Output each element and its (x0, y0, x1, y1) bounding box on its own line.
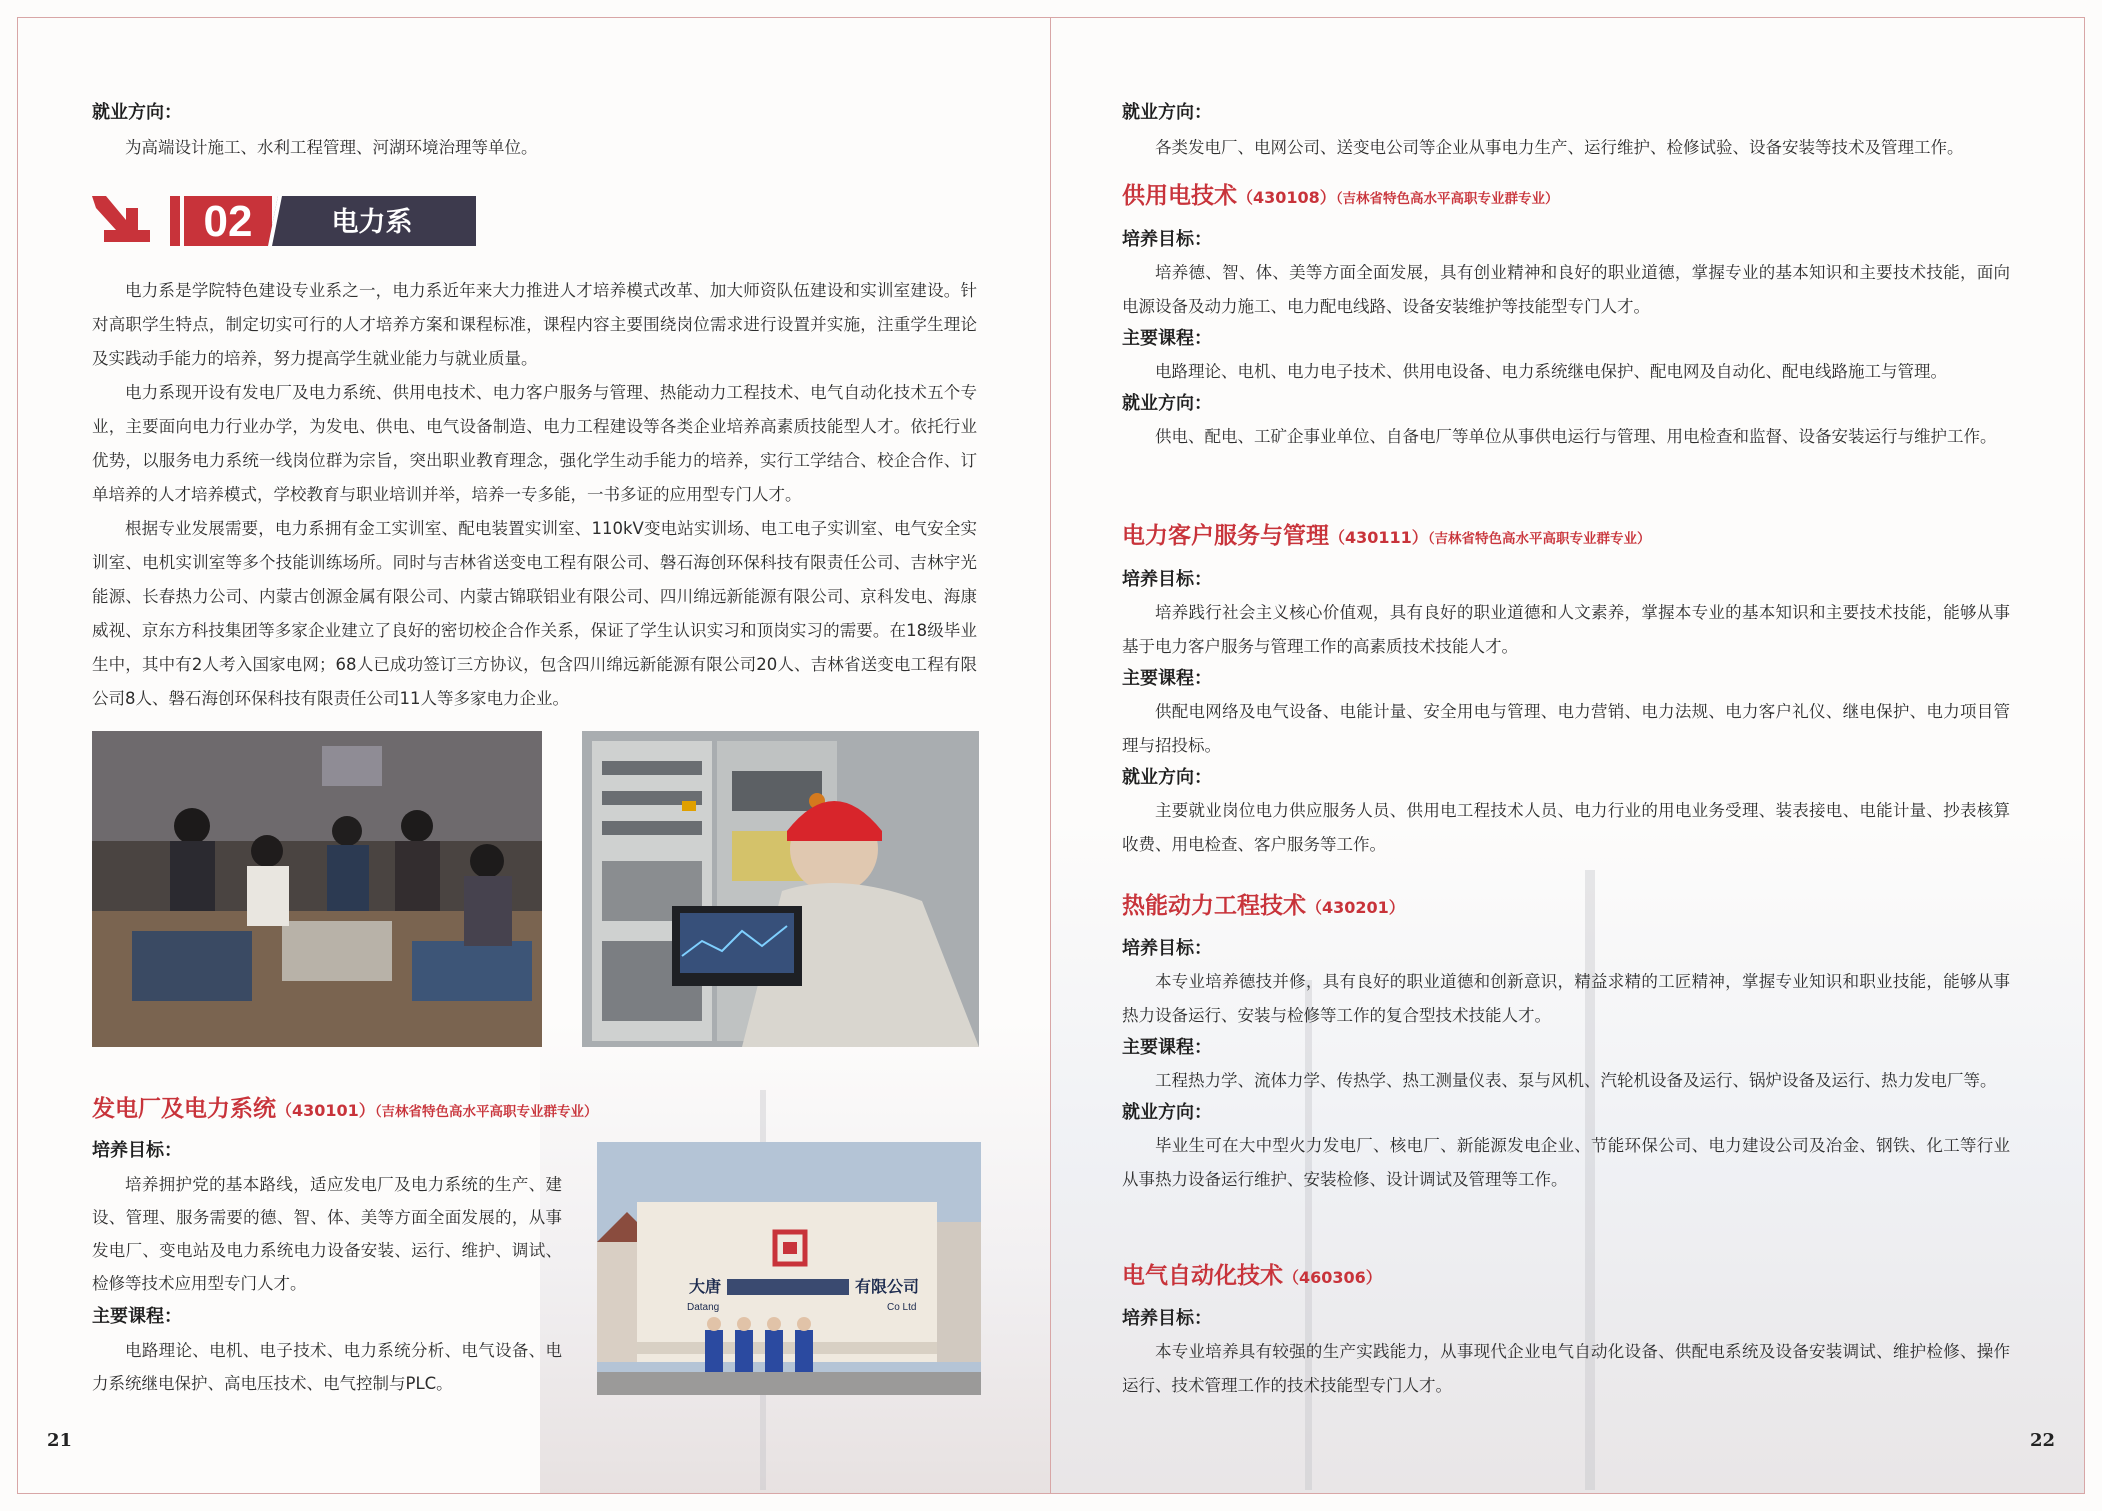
program-name: 发电厂及电力系统 (92, 1096, 276, 1122)
page-number-right: 22 (2030, 1430, 2056, 1451)
section-number: 02 (203, 197, 253, 246)
goal-text: 本专业培养具有较强的生产实践能力，从事现代企业电气自动化设备、供配电系统及设备安装调试、维护检修、操作运行、技术管理工作的技术技能型专门人才。 (1122, 1342, 2010, 1395)
program-name: 热能动力工程技术 (1122, 893, 1306, 919)
sign-text-en-1: Datang (687, 1302, 720, 1313)
paragraph-1: 电力系是学院特色建设专业系之一，电力系近年来大力推进人才培养模式改革、加大师资队伍建设和实训室建设。针对高职学生特点，制定切实可行的人才培养方案和课程标准，课程内容主要围绕岗位需求进行设置并实施，注重学生理论及实践动手能力的培养，努力提高学生就业能力与就业质量。 (92, 281, 977, 368)
program-note: （吉林省特色高水平高职专业群专业） (374, 1104, 598, 1120)
left-body (92, 274, 977, 716)
photo-company-sign (597, 1142, 981, 1395)
program-heading (1122, 180, 2010, 215)
program-heading (1122, 1260, 2010, 1294)
course-label: 主要课程： (92, 1306, 182, 1327)
employment-text: 毕业生可在大中型火力发电厂、核电厂、新能源发电企业、节能环保公司、电力建设公司及冶金、钢铁、化工等行业从事热力设备运行维护、安装检修、设计调试及管理等工作。 (1122, 1136, 2010, 1189)
goal-label: 培养目标： (1122, 569, 1212, 590)
employment-text: 为高端设计施工、水利工程管理、河湖环境治理等单位。 (125, 138, 538, 157)
program-name: 电气自动化技术 (1122, 1263, 1283, 1289)
program-code: （430108） (1237, 188, 1336, 207)
left-program (92, 1093, 982, 1128)
page-number-left: 21 (47, 1430, 73, 1451)
program-note: （吉林省特色高水平高职专业群专业） (1335, 191, 1559, 207)
photo-technician-panel (582, 731, 979, 1047)
program-heading (1122, 520, 2010, 555)
program-customer-service (1122, 520, 2010, 862)
goal-text: 培养践行社会主义核心价值观，具有良好的职业道德和人文素养，掌握本专业的基本知识和主要技术技能，能够从事基于电力客户服务与管理工作的高素质技术技能人才。 (1122, 603, 2010, 656)
course-label: 主要课程： (1122, 328, 1212, 349)
goal-label: 培养目标： (1122, 938, 1212, 959)
paragraph-2: 电力系现开设有发电厂及电力系统、供用电技术、电力客户服务与管理、热能动力工程技术、电气自动化技术五个专业，主要面向电力行业办学，为发电、供电、电气设备制造、电力工程建设等各类企业培养高素质技能型人才。依托行业优势，以服务电力系统一线岗位群为宗旨，突出职业教育理念，强化学生动手能力的培养，实行工学结合、校企合作、订单培养的人才培养模式，学校教育与职业培训并举，培养一专多能，一书多证的应用型专门人才。 (92, 383, 977, 504)
employment-label: 就业方向： (1122, 1102, 1212, 1123)
program-power-supply (1122, 180, 2010, 454)
left-program-body (92, 1138, 562, 1400)
program-note: （吉林省特色高水平高职专业群专业） (1427, 531, 1651, 547)
program-name: 供用电技术 (1122, 183, 1237, 209)
program-code: （460306） (1283, 1268, 1382, 1287)
employment-label: 就业方向： (1122, 767, 1212, 788)
goal-text: 本专业培养德技并修，具有良好的职业道德和创新意识，精益求精的工匠精神，掌握专业知识和职业技能，能够从事热力设备运行、安装与检修等工作的复合型技术技能人才。 (1122, 972, 2010, 1025)
program-heading (92, 1093, 982, 1128)
sign-text-en-2: Co Ltd (887, 1302, 917, 1313)
program-name: 电力客户服务与管理 (1122, 523, 1329, 549)
section-banner (92, 196, 476, 246)
arrow-icon (92, 196, 138, 242)
course-text: 工程热力学、流体力学、传热学、热工测量仪表、泵与风机、汽轮机设备及运行、锅炉设备及运行、热力发电厂等。 (1155, 1071, 1997, 1090)
employment-label: 就业方向： (1122, 393, 1212, 414)
right-intro (1122, 100, 2012, 165)
course-label: 主要课程： (1122, 668, 1212, 689)
goal-text: 培养德、智、体、美等方面全面发展，具有创业精神和良好的职业道德，掌握专业的基本知识和主要技术技能，面向电源设备及动力施工、电力配电线路、设备安装维护等技能型专门人才。 (1122, 263, 2010, 316)
program-electrical-automation (1122, 1260, 2010, 1403)
goal-text: 培养拥护党的基本路线，适应发电厂及电力系统的生产、建设、管理、服务需要的德、智、体、美等方面全面发展的，从事发电厂、变电站及电力系统电力设备安装、运行、维护、调试、检修等技术应用型专门人才。 (92, 1175, 562, 1293)
goal-label: 培养目标： (1122, 229, 1212, 250)
program-code: （430111） (1329, 528, 1428, 547)
program-code: （430101） (276, 1101, 375, 1120)
paragraph-3: 根据专业发展需要，电力系拥有金工实训室、配电装置实训室、110kV变电站实训场、电工电子实训室、电气安全实训室、电机实训室等多个技能训练场所。同时与吉林省送变电工程有限公司、磐石海创环保科技有限责任公司、吉林宇光能源、长春热力公司、内蒙古创源金属有限公司、内蒙古锦联铝业有限公司、四川绵远新能源有限公司、京科发电、海康威视、京东方科技集团等多家企业建立了良好的密切校企合作关系，保证了学生认识实习和顶岗实习的需要。在18级毕业生中，其中有2人考入国家电网；68人已成功签订三方协议，包含四川绵远新能源有限公司20人、吉林省送变电工程有限公司8人、磐石海创环保科技有限责任公司11人等多家电力企业。 (92, 519, 977, 708)
left-intro (92, 100, 982, 165)
course-text: 供配电网络及电气设备、电能计量、安全用电与管理、电力营销、电力法规、电力客户礼仪、继电保护、电力项目管理与招投标。 (1122, 702, 2010, 755)
program-thermal-power (1122, 890, 2010, 1197)
employment-text: 主要就业岗位电力供应服务人员、供用电工程技术人员、电力行业的用电业务受理、装表接电、电能计量、抄表核算收费、用电检查、客户服务等工作。 (1122, 801, 2010, 854)
sign-text-cn-1: 大唐 (689, 1277, 722, 1296)
course-text: 电路理论、电机、电力电子技术、供用电设备、电力系统继电保护、配电网及自动化、配电线路施工与管理。 (1155, 362, 1947, 381)
photo-students-lab (92, 731, 542, 1047)
section-title: 电力系 (331, 207, 413, 238)
employment-text: 供电、配电、工矿企事业单位、自备电厂等单位从事供电运行与管理、用电检查和监督、设备安装运行与维护工作。 (1155, 427, 1997, 446)
employment-label: 就业方向： (1122, 102, 1212, 123)
employment-text: 各类发电厂、电网公司、送变电公司等企业从事电力生产、运行维护、检修试验、设备安装等技术及管理工作。 (1155, 138, 1964, 157)
goal-label: 培养目标： (1122, 1308, 1212, 1329)
goal-label: 培养目标： (92, 1140, 182, 1161)
sign-text-cn-2: 有限公司 (855, 1277, 920, 1296)
program-code: （430201） (1306, 898, 1405, 917)
program-heading (1122, 890, 2010, 924)
course-text: 电路理论、电机、电子技术、电力系统分析、电气设备、电力系统继电保护、高电压技术、电气控制与PLC。 (92, 1341, 562, 1393)
page-spine (1050, 17, 1051, 1494)
course-label: 主要课程： (1122, 1037, 1212, 1058)
employment-label: 就业方向： (92, 102, 182, 123)
